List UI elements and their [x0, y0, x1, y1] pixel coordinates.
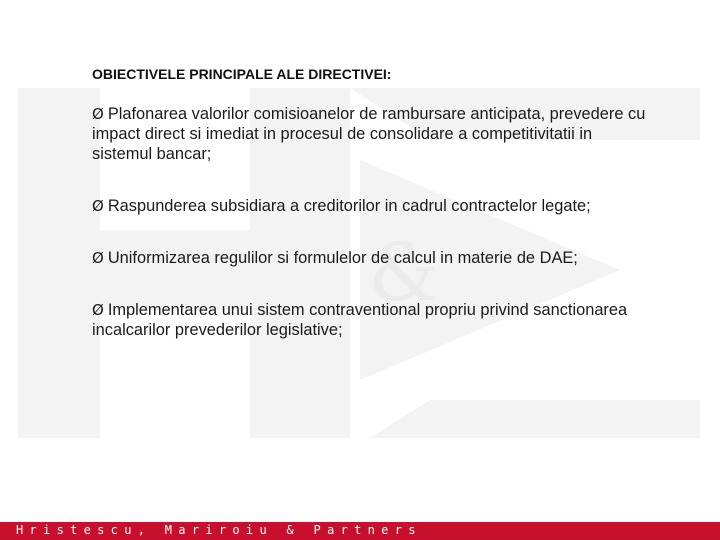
bullet-text: Implementarea unui sistem contraventional propriu privind sanctionarea incalcarilor prevederilor legislative;	[92, 301, 628, 339]
footer-bar	[0, 522, 720, 540]
bullet-item	[92, 248, 652, 268]
bullet-item	[92, 300, 652, 340]
slide-title: OBIECTIVELE PRINCIPALE ALE DIRECTIVEI:	[92, 66, 392, 82]
bullet-item	[92, 196, 652, 216]
bullet-text: Uniformizarea regulilor si formulelor de calcul in materie de DAE;	[107, 249, 578, 267]
svg-text:&: &	[368, 226, 440, 319]
arrow-bullet-icon: Ø	[92, 197, 104, 215]
slide-content	[92, 66, 652, 372]
arrow-bullet-icon: Ø	[92, 105, 104, 123]
arrow-bullet-icon: Ø	[92, 301, 104, 319]
arrow-bullet-icon: Ø	[92, 249, 104, 267]
bullet-text: Raspunderea subsidiara a creditorilor in cadrul contractelor legate;	[107, 197, 591, 215]
footer-firm-name: Hristescu, Mariroiu & Partners	[16, 523, 422, 537]
bullet-item	[92, 104, 652, 164]
bullet-text: Plafonarea valorilor comisioanelor de rambursare anticipata, prevedere cu impact direct si imediat in procesul de consolidare a competitivitatii in sistemul bancar;	[92, 105, 646, 163]
